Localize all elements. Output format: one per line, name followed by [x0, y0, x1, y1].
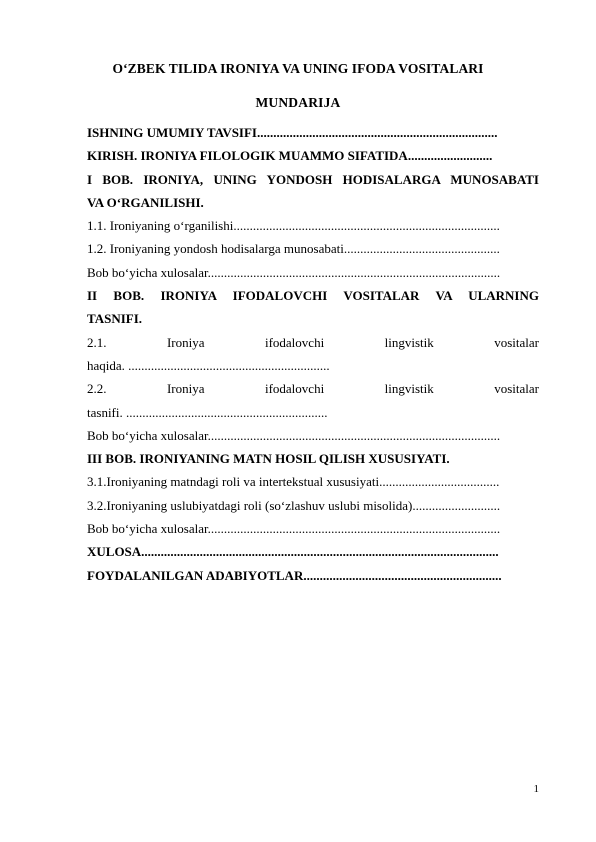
toc-entry-2-2-cont[interactable]: tasnifi. .............................................................. — [87, 405, 328, 420]
toc-entry-chapter-1-summary[interactable]: Bob bo‘yicha xulosalar.......................................................................................... — [87, 265, 501, 280]
toc-entry-1-1[interactable]: 1.1. Ironiyaning o‘rganilishi.................................................................................. — [87, 219, 500, 234]
toc-entry-2-2[interactable]: 2.2. Ironiya ifodalovchi lingvistik vositalar — [87, 382, 539, 397]
toc-entry-chapter-3-summary[interactable]: Bob bo‘yicha xulosalar.......................................................................................... — [87, 522, 501, 537]
toc-entry-1-2[interactable]: 1.2. Ironiyaning yondosh hodisalarga munosabati................................................ — [87, 242, 500, 257]
toc-heading: MUNDARIJA — [255, 95, 341, 110]
toc-entry-chapter-3[interactable]: III BOB. IRONIYANING MATN HOSIL QILISH XUSUSIYATI. — [87, 452, 450, 467]
toc-entry-2-1-cont[interactable]: haqida. .............................................................. — [87, 358, 330, 373]
toc-entry-3-1[interactable]: 3.1.Ironiyaning matndagi roli va intertekstual xususiyati..................................... — [87, 475, 500, 490]
document-title: O‘ZBEK TILIDA IRONIYA VA UNING IFODA VOSITALARI — [112, 61, 484, 76]
toc-entry-chapter-2[interactable]: II BOB. IRONIYA IFODALOVCHI VOSITALAR VA ULARNING — [87, 289, 539, 304]
toc-entry-chapter-2-cont[interactable]: TASNIFI. — [87, 312, 143, 327]
page-number: 1 — [533, 783, 539, 795]
toc-entry-chapter-1-cont[interactable]: VA O‘RGANILISHI. — [87, 195, 204, 210]
toc-entry-chapter-1[interactable]: I BOB. IRONIYA, UNING YONDOSH HODISALARGA MUNOSABATI — [87, 172, 539, 187]
toc-entry-3-2[interactable]: 3.2.Ironiyaning uslubiyatdagi roli (so‘zlashuv uslubi misolida)........................... — [87, 498, 501, 513]
toc-entry-2-1[interactable]: 2.1. Ironiya ifodalovchi lingvistik vositalar — [87, 335, 539, 350]
toc-entry-adabiyotlar[interactable]: FOYDALANILGAN ADABIYOTLAR............................................................. — [87, 568, 502, 583]
toc-entry-kirish[interactable]: KIRISH. IRONIYA FILOLOGIK MUAMMO SIFATIDA.......................... — [87, 149, 493, 164]
toc-entry-xulosa[interactable]: XULOSA.............................................................................................................. — [87, 545, 499, 560]
toc-entry-ishning-umumiy-tavsifi[interactable]: ISHNING UMUMIY TAVSIFI.......................................................................... — [87, 126, 498, 140]
table-of-contents — [87, 126, 539, 592]
toc-entry-chapter-2-summary[interactable]: Bob bo‘yicha xulosalar.......................................................................................... — [87, 428, 501, 443]
